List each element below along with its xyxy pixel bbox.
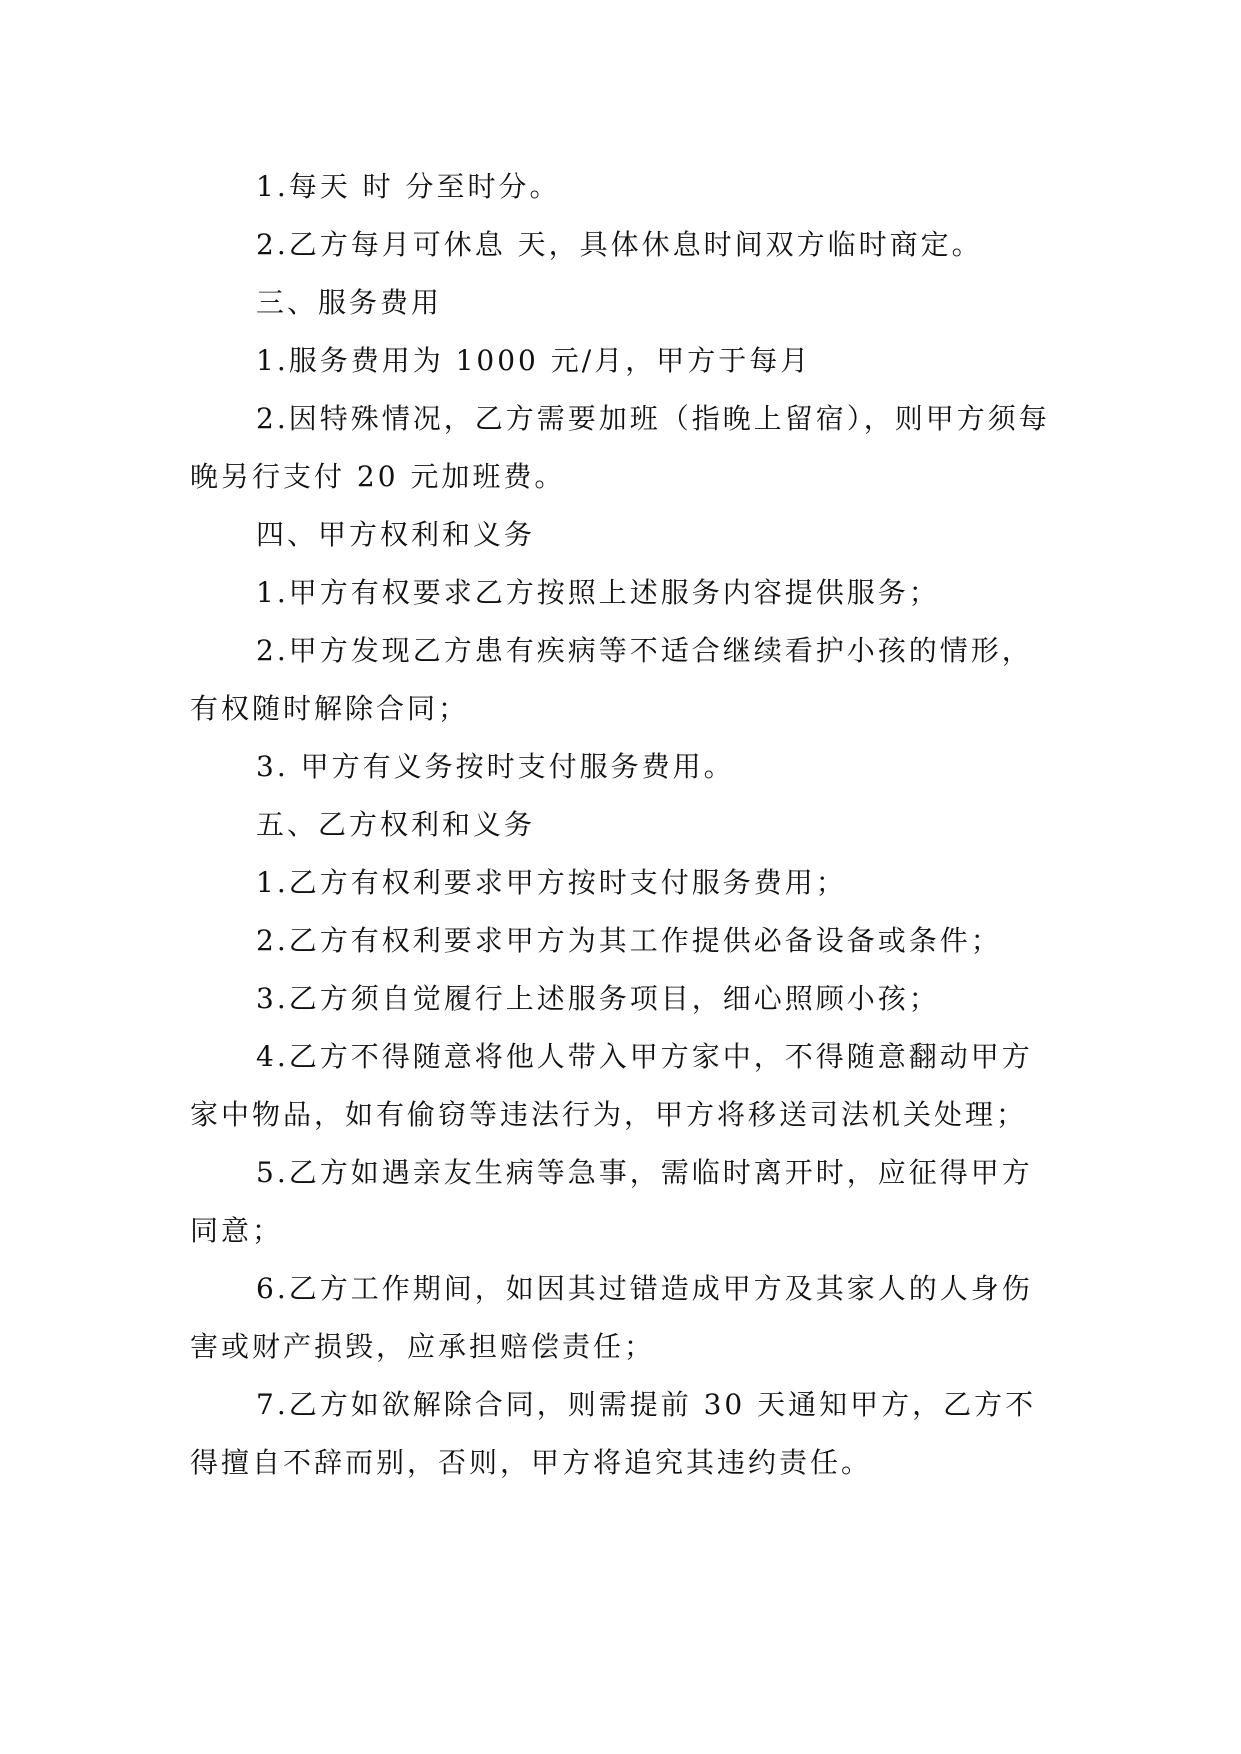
clause-b-duty-3: 3.乙方须自觉履行上述服务项目，细心照顾小孩； — [256, 982, 940, 1015]
clause-a-right-2: 2.甲方发现乙方患有疾病等不适合继续看护小孩的情形，有权随时解除合同； — [190, 634, 1033, 725]
clause-overtime-fee: 2.因特殊情况，乙方需要加班（指晚上留宿），则甲方须每晚另行支付 20 元加班费。 — [190, 402, 1050, 493]
document-body — [190, 158, 1050, 1492]
clause-b-duty-4: 4.乙方不得随意将他人带入甲方家中，不得随意翻动甲方家中物品，如有偷窃等违法行为，甲方将移送司法机关处理； — [190, 1040, 1033, 1131]
clause-b-right-1: 1.乙方有权利要求甲方按时支付服务费用； — [256, 866, 847, 899]
section-heading-party-a-rights: 四、甲方权利和义务 — [256, 518, 536, 551]
section-heading-service-fee: 三、服务费用 — [256, 286, 443, 319]
clause-a-right-1: 1.甲方有权要求乙方按照上述服务内容提供服务； — [256, 576, 940, 609]
section-heading-party-b-rights: 五、乙方权利和义务 — [256, 808, 536, 841]
clause-work-hours: 1.每天 时 分至时分。 — [256, 170, 561, 203]
clause-b-duty-6: 6.乙方工作期间，如因其过错造成甲方及其家人的人身伤害或财产损毁，应承担赔偿责任； — [190, 1272, 1033, 1363]
clause-b-duty-7: 7.乙方如欲解除合同，则需提前 30 天通知甲方，乙方不得擅自不辞而别，否则，甲方将追究其违约责任。 — [190, 1388, 1037, 1479]
clause-a-duty-3: 3. 甲方有义务按时支付服务费用。 — [256, 750, 735, 783]
clause-b-duty-5: 5.乙方如遇亲友生病等急事，需临时离开时，应征得甲方同意； — [190, 1156, 1033, 1247]
clause-rest-days: 2.乙方每月可休息 天，具体休息时间双方临时商定。 — [256, 228, 983, 261]
clause-fee-amount: 1.服务费用为 1000 元/月，甲方于每月 — [256, 344, 812, 377]
clause-b-right-2: 2.乙方有权利要求甲方为其工作提供必备设备或条件； — [256, 924, 1002, 957]
